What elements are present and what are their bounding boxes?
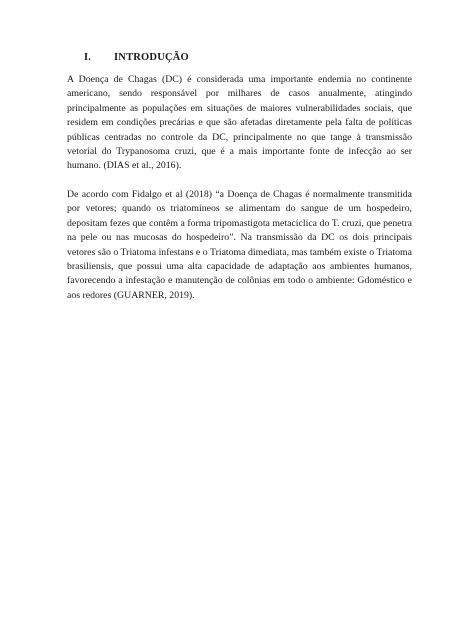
section-title: INTRODUÇÃO xyxy=(114,52,189,63)
section-number: I. xyxy=(84,52,92,63)
paragraph-transmission: De acordo com Fidalgo et al (2018) “a Doença de Chagas é normalmente transmitida por vetores; quando os triatomíneos se alimentam do sangue de um hospedeiro, depositam fezes que contêm a forma tripomastigota metacíclica do T. cruzi, que penetra na pele ou nas mucosas do hospedeiro”. Na transmissão da DC os dois principais vetores são o Triatoma infestans e o Triatoma dimediata, mas também existe o Triatoma brasiliensis, que possui uma alta capacidade de adaptação aos ambientes humanos, favorecendo a infestação e manutenção de colônias em todo o ambiente: Gdoméstico e aos redores (GUARNER, 2019). xyxy=(67,189,412,301)
paragraph-intro: A Doença de Chagas (DC) é considerada uma importante endemia no continente americano, sendo responsável por milhares de casos anualmente, atingindo principalmente as populações em situações de maiores vulnerabilidades sociais, que residem em condições precárias e que são afetadas diretamente pela falta de políticas públicas centradas no controle da DC, principalmente no que tange à transmissão vetorial do Trypanosoma cruzi, que é a mais importante fonte de infecção ao ser humano. (DIAS et al., 2016). xyxy=(67,74,412,172)
section-heading xyxy=(84,52,189,63)
